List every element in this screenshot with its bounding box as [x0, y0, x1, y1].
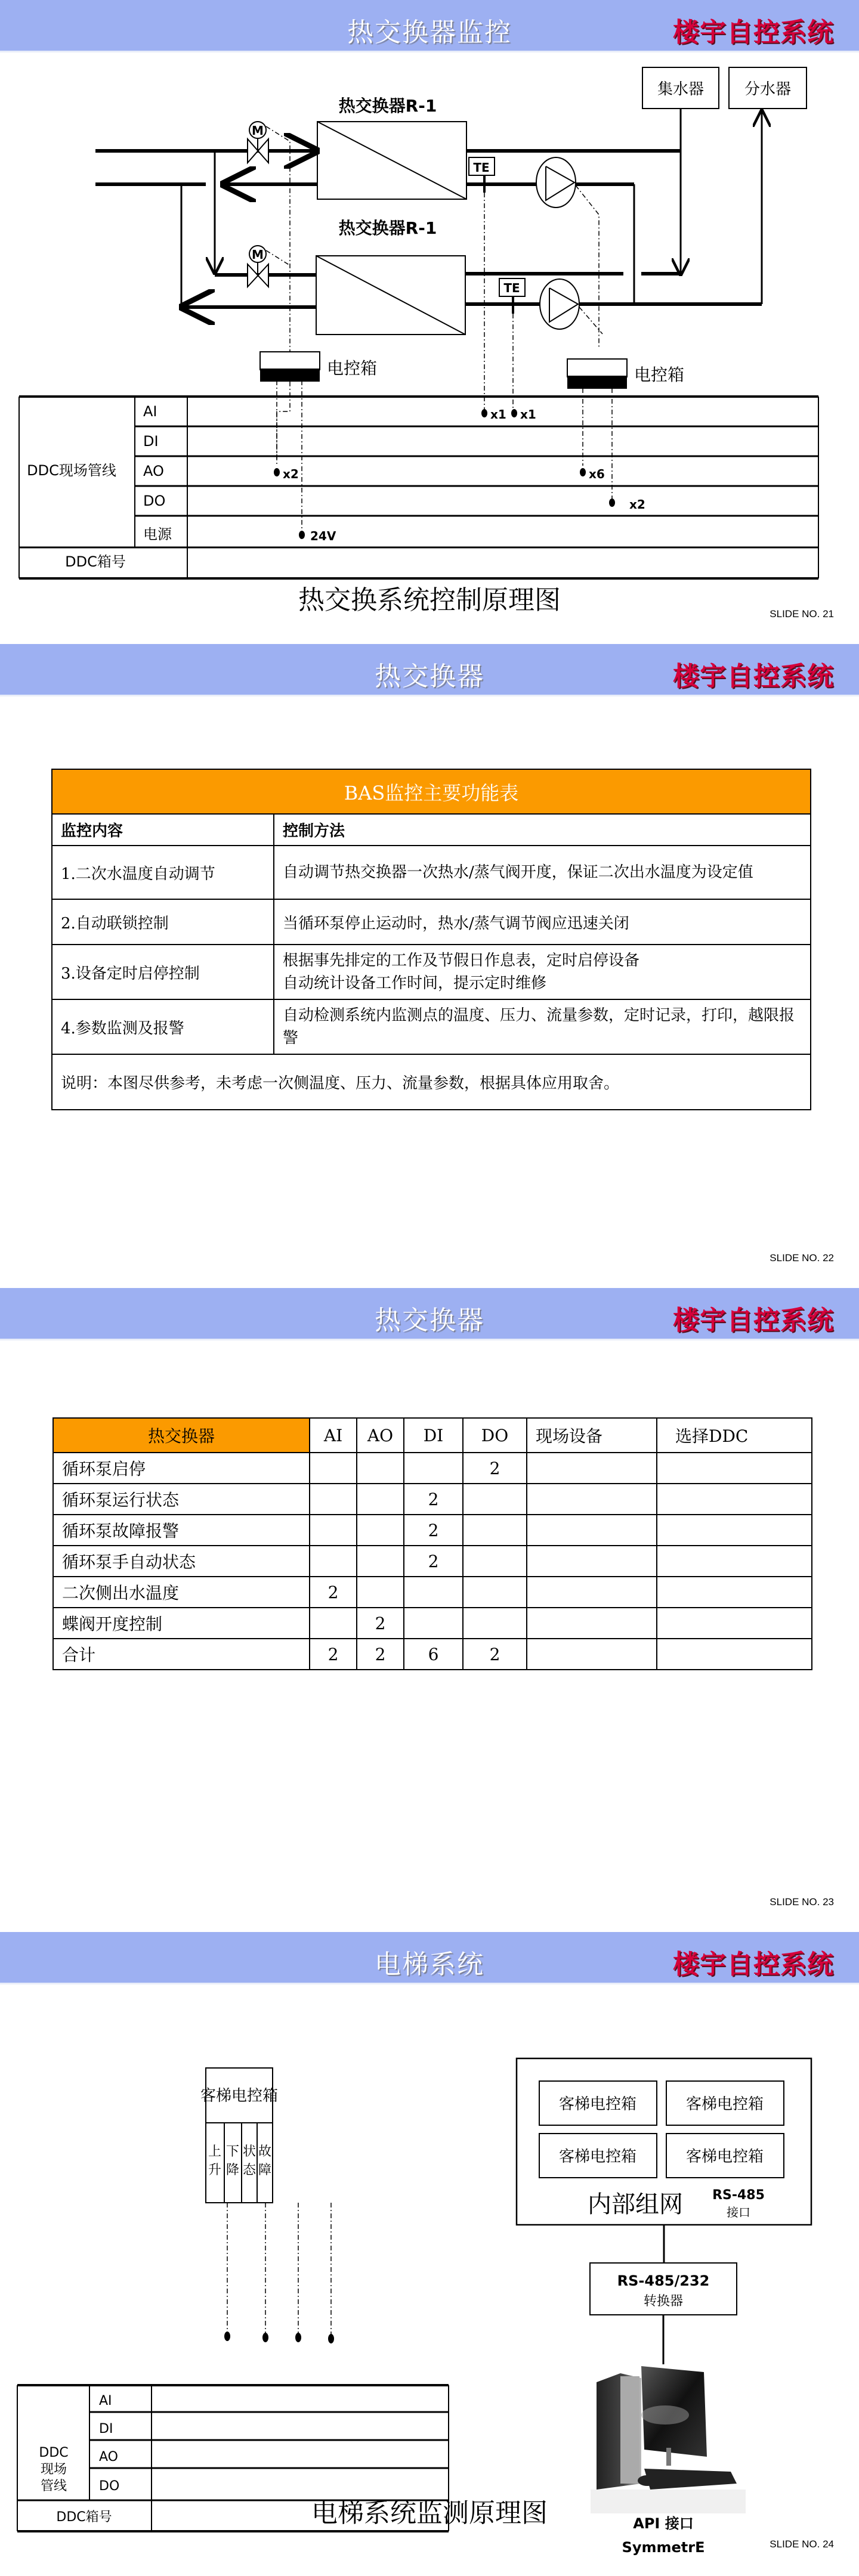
- valve-2: [248, 246, 268, 287]
- svg-text:DDC现场管线: DDC现场管线: [27, 462, 116, 479]
- control-box-2: [567, 359, 684, 389]
- svg-text:SymmetrE: SymmetrE: [622, 2539, 705, 2556]
- brand-title: 楼宇自控系统: [673, 1949, 834, 1980]
- svg-text:障: 障: [258, 2163, 272, 2178]
- svg-text:客梯电控箱: 客梯电控箱: [558, 2148, 637, 2166]
- svg-text:内部组网: 内部组网: [588, 2191, 683, 2218]
- slide-24: [0, 1932, 859, 2576]
- slide-22: [0, 644, 859, 1288]
- svg-text:DO: DO: [143, 493, 166, 509]
- svg-text:客梯电控箱: 客梯电控箱: [685, 2095, 764, 2113]
- slide-header: [0, 1288, 859, 1340]
- svg-text:客梯电控箱: 客梯电控箱: [200, 2087, 279, 2105]
- slide-number: SLIDE NO. 21: [770, 608, 834, 620]
- column-header: AO: [357, 1418, 404, 1453]
- svg-text:M: M: [252, 247, 264, 262]
- svg-text:状: 状: [242, 2144, 257, 2159]
- svg-text:现场: 现场: [40, 2462, 67, 2477]
- svg-text:转换器: 转换器: [643, 2294, 684, 2309]
- slide-title: 热交换器监控: [347, 17, 512, 48]
- ddc-field-table: [19, 397, 818, 578]
- svg-text:降: 降: [225, 2163, 240, 2178]
- column-header: 现场设备: [527, 1418, 657, 1453]
- svg-text:客梯电控箱: 客梯电控箱: [558, 2095, 637, 2113]
- column-header: 选择DDC: [657, 1418, 812, 1453]
- te-sensor-1: [469, 157, 495, 193]
- valve-1: [248, 122, 268, 163]
- svg-text:API 接口: API 接口: [633, 2515, 694, 2532]
- svg-text:热交换器R-1: 热交换器R-1: [338, 96, 437, 116]
- column-header: DI: [404, 1418, 463, 1453]
- bas-function-table: [51, 769, 811, 1110]
- svg-text:DO: DO: [99, 2479, 120, 2494]
- table-row: 循环泵故障报警 2: [53, 1515, 812, 1546]
- table-row: 2.自动联锁控制 当循环泵停止运动时，热水/蒸气调节阀应迅速关闭: [52, 899, 811, 945]
- svg-text:热交换器R-1: 热交换器R-1: [338, 218, 437, 238]
- te-sensor-2: [499, 278, 525, 314]
- svg-text:上: 上: [208, 2144, 222, 2159]
- svg-text:DDC箱号: DDC箱号: [65, 553, 126, 570]
- svg-text:TE: TE: [473, 160, 490, 175]
- svg-text:24V: 24V: [310, 529, 336, 543]
- svg-text:DDC: DDC: [39, 2445, 69, 2460]
- svg-text:AO: AO: [99, 2450, 118, 2464]
- table-row: 1.二次水温度自动调节 自动调节热交换器一次热水/蒸气阀开度，保证二次出水温度为设定值: [52, 846, 811, 899]
- column-header: DO: [463, 1418, 527, 1453]
- diagram-caption: 热交换系统控制原理图: [298, 585, 561, 615]
- svg-text:DI: DI: [99, 2422, 113, 2436]
- table-note: 说明：本图尽供参考，未考虑一次侧温度、压力、流量参数，根据具体应用取舍。: [52, 1054, 811, 1110]
- distributor-label: 分水器: [744, 80, 792, 98]
- io-points-table: [52, 1417, 812, 1670]
- svg-text:x1: x1: [520, 407, 536, 422]
- svg-text:DI: DI: [143, 433, 159, 450]
- svg-text:x2: x2: [629, 497, 645, 512]
- svg-text:DDC箱号: DDC箱号: [56, 2510, 112, 2525]
- svg-text:电控箱: 电控箱: [634, 365, 685, 385]
- svg-text:电源: 电源: [143, 526, 172, 543]
- svg-text:AO: AO: [143, 463, 164, 479]
- svg-text:M: M: [252, 123, 264, 138]
- pump-2: [540, 279, 579, 329]
- brand-title: 楼宇自控系统: [673, 17, 834, 48]
- table-row: 循环泵启停 2: [53, 1453, 812, 1484]
- pump-1: [536, 157, 576, 208]
- svg-text:接口: 接口: [727, 2205, 750, 2219]
- svg-text:x1: x1: [490, 407, 506, 422]
- table-row: 循环泵手自动状态 2: [53, 1546, 812, 1577]
- slide-number: SLIDE NO. 22: [770, 1252, 834, 1264]
- brand-title: 楼宇自控系统: [673, 1305, 834, 1336]
- slide-title: 热交换器: [375, 1305, 484, 1336]
- slide-23: [0, 1288, 859, 1932]
- table-row: 3.设备定时启停控制 根据事先排定的工作及节假日作息表，定时启停设备 自动统计设备工作时间，提示定时维修: [52, 945, 811, 999]
- column-header: 控制方法: [274, 814, 811, 846]
- slide-number: SLIDE NO. 24: [770, 2538, 834, 2550]
- slide-number: SLIDE NO. 23: [770, 1896, 834, 1908]
- svg-text:AI: AI: [99, 2394, 112, 2408]
- slide-21: [0, 0, 859, 644]
- diagram-caption: 电梯系统监测原理图: [311, 2498, 548, 2528]
- svg-text:RS-485/232: RS-485/232: [617, 2272, 710, 2289]
- column-header: 热交换器: [53, 1418, 310, 1453]
- svg-text:电控箱: 电控箱: [327, 358, 378, 378]
- svg-text:故: 故: [258, 2144, 272, 2159]
- svg-text:管线: 管线: [40, 2479, 67, 2494]
- table-row-total: 合计 2 2 6 2: [53, 1639, 812, 1670]
- column-header: 监控内容: [52, 814, 274, 846]
- svg-text:x6: x6: [589, 467, 605, 481]
- svg-text:x2: x2: [283, 467, 299, 481]
- slide-title: 热交换器: [375, 661, 484, 692]
- column-header: AI: [310, 1418, 357, 1453]
- elevator-diagram: [0, 1932, 859, 2576]
- table-title: BAS监控主要功能表: [52, 769, 811, 814]
- control-box-1: [260, 352, 377, 382]
- table-row: 二次侧出水温度 2: [53, 1577, 812, 1608]
- table-row: 循环泵运行状态 2: [53, 1484, 812, 1515]
- svg-text:升: 升: [208, 2163, 222, 2178]
- svg-text:态: 态: [242, 2163, 257, 2178]
- table-row: 4.参数监测及报警 自动检测系统内监测点的温度、压力、流量参数，定时记录，打印，越限报警: [52, 999, 811, 1054]
- slide-header: [0, 644, 859, 696]
- svg-text:TE: TE: [503, 281, 520, 295]
- brand-title: 楼宇自控系统: [673, 661, 834, 692]
- heat-exchanger-diagram: [0, 0, 859, 644]
- svg-text:AI: AI: [143, 403, 157, 420]
- slide-title: 电梯系统: [375, 1949, 484, 1980]
- collector-label: 集水器: [657, 80, 704, 98]
- svg-text:RS-485: RS-485: [712, 2188, 765, 2203]
- table-row: 蝶阀开度控制 2: [53, 1608, 812, 1639]
- svg-text:客梯电控箱: 客梯电控箱: [685, 2148, 764, 2166]
- svg-text:下: 下: [225, 2144, 240, 2159]
